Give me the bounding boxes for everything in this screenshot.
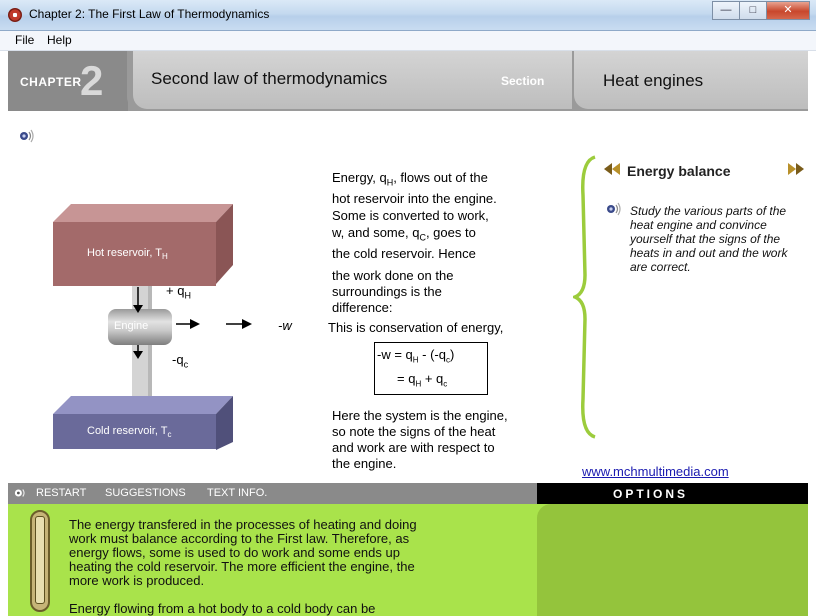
chapter-label: CHAPTER — [20, 75, 82, 89]
info-paragraph: The energy transfered in the processes of heating and doing work must balance according to the First law. Therefore, as energy flows, some is used to do work and some ends up heating the cold reservoir. The more efficient the engine, the more work is produced. — [69, 517, 417, 588]
expl-l4-sub: C — [419, 232, 426, 243]
heat-out-label — [172, 352, 188, 370]
eq1-a: -w = q — [377, 347, 413, 362]
equation-line-2 — [397, 371, 447, 389]
expl-l4a: w, and some, q — [332, 225, 420, 240]
eq1-end: ) — [450, 347, 455, 362]
info-paragraph-2: Energy flowing from a hot body to a cold body can be — [69, 601, 376, 616]
qc-text: -q — [172, 352, 184, 367]
chapter-box — [8, 51, 128, 111]
explanation-line: Some is converted to work, — [332, 208, 489, 223]
panel-speaker-icon[interactable] — [606, 201, 622, 217]
main-content — [8, 111, 808, 483]
maximize-button[interactable]: □ — [739, 1, 766, 20]
explanation-line: surroundings is the — [332, 284, 442, 299]
expl-l1-sub: H — [386, 177, 394, 188]
scrollbar-thumb[interactable] — [35, 516, 45, 604]
options-label[interactable]: OPTIONS — [613, 487, 689, 501]
cold-label-text: Cold reservoir, T — [87, 425, 168, 437]
heat-in-label — [166, 283, 191, 301]
explanation-line: hot reservoir into the engine. — [332, 191, 497, 206]
explanation-line: difference: — [332, 300, 393, 315]
close-button[interactable]: ✕ — [766, 1, 810, 20]
work-label: -w — [278, 318, 292, 333]
panel-brace — [573, 155, 597, 439]
cold-reservoir-label — [87, 425, 172, 439]
panel-instructions: Study the various parts of the heat engine and convince yourself that the signs of the heats in and out and the work are correct. — [630, 204, 788, 274]
eq1-sub2: c — [446, 355, 450, 365]
menu-file[interactable]: File — [15, 33, 35, 47]
window-title: Chapter 2: The First Law of Thermodynamics — [29, 7, 270, 21]
energy-equation-box — [374, 342, 488, 395]
explanation-line: the cold reservoir. Hence — [332, 246, 476, 261]
text-info-button[interactable]: TEXT INFO. — [207, 487, 268, 499]
explanation-line: the engine. — [332, 456, 397, 471]
hot-reservoir — [53, 222, 216, 286]
suggestions-button[interactable]: SUGGESTIONS — [105, 487, 186, 499]
explanation-line: This is conservation of energy, — [328, 320, 504, 335]
eq1-mid: - (-q — [418, 347, 446, 362]
audio-toggle-icon[interactable] — [14, 486, 28, 500]
previous-icon[interactable] — [602, 163, 622, 175]
next-icon[interactable] — [786, 163, 806, 175]
restart-button[interactable]: RESTART — [36, 487, 87, 499]
options-panel — [537, 504, 808, 616]
section-title: Second law of thermodynamics — [151, 69, 388, 88]
qc-sub: c — [183, 359, 189, 370]
app-icon[interactable] — [8, 8, 22, 22]
chapter-number: 2 — [80, 57, 104, 104]
eq1-sub1: H — [412, 355, 419, 365]
options-bar[interactable] — [537, 483, 808, 504]
panel-title: Energy balance — [627, 163, 731, 179]
speaker-icon[interactable] — [19, 128, 35, 144]
topic-title: Heat engines — [603, 71, 704, 90]
menu-help[interactable]: Help — [47, 33, 72, 47]
explanation-line: and work are with respect to — [332, 440, 495, 455]
eq2-mid: + q — [421, 371, 444, 386]
expl-l1-end: , flows out of the — [393, 170, 488, 185]
explanation-line — [332, 224, 476, 247]
title-bar — [0, 0, 816, 31]
menu-bar — [0, 31, 816, 51]
eq2-sub1: H — [415, 379, 422, 389]
website-link[interactable]: www.mchmultimedia.com — [582, 464, 729, 479]
topic-tab — [572, 51, 808, 111]
equation-line-1 — [377, 347, 454, 365]
hot-label-sub: H — [162, 252, 168, 262]
explanation-line: so note the signs of the heat — [332, 424, 496, 439]
hot-reservoir-label — [87, 247, 168, 261]
eq2-a: = q — [397, 371, 416, 386]
engine-label: Engine — [114, 320, 149, 332]
text-scrollbar[interactable] — [30, 510, 50, 612]
command-bar — [8, 483, 537, 504]
text-panel — [8, 504, 808, 616]
explanation-line: Here the system is the engine, — [332, 408, 508, 423]
section-label: Section — [501, 74, 545, 88]
qh-sub: H — [184, 290, 191, 301]
expl-l1: Energy, q — [332, 170, 387, 185]
minimize-button[interactable]: — — [712, 1, 739, 20]
window-controls — [712, 1, 810, 20]
cold-label-sub: c — [167, 430, 172, 440]
eq2-sub2: c — [443, 379, 448, 389]
chapter-header — [8, 51, 808, 111]
hot-label-text: Hot reservoir, T — [87, 247, 162, 259]
explanation-line: the work done on the — [332, 268, 454, 283]
expl-l4b: , goes to — [425, 225, 476, 240]
cold-reservoir — [53, 414, 216, 449]
topic-panel — [574, 51, 808, 109]
qh-text: + q — [166, 283, 185, 298]
explanation-line — [332, 169, 488, 192]
